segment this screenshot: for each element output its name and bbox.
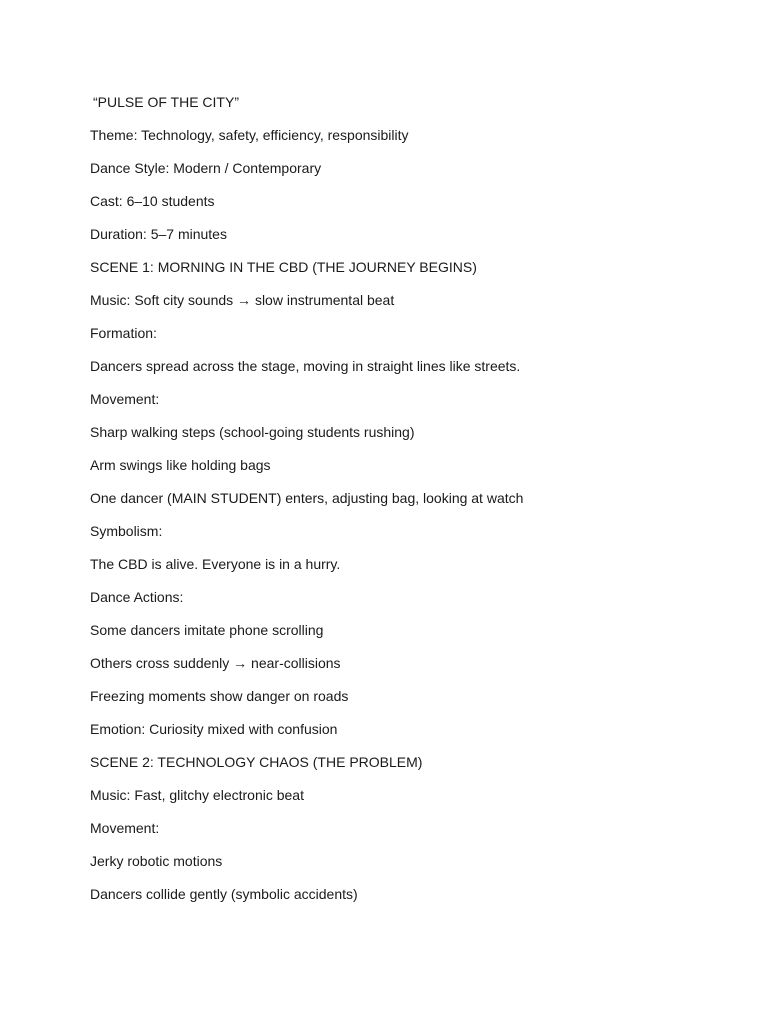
dance-action-item: Others cross suddenly → near-collisions [90, 655, 341, 671]
symbolism-text: The CBD is alive. Everyone is in a hurry. [90, 556, 341, 572]
movement-label: Movement: [90, 820, 160, 836]
dance-action-item: Some dancers imitate phone scrolling [90, 622, 324, 638]
document-body [90, 92, 730, 917]
dance-style-line: Dance Style: Modern / Contemporary [90, 160, 322, 176]
formation-label: Formation: [90, 325, 157, 341]
theme-line: Theme: Technology, safety, efficiency, responsibility [90, 127, 409, 143]
scene-1-music-line: Music: Soft city sounds → slow instrumental beat [90, 292, 395, 308]
dance-action-item: Freezing moments show danger on roads [90, 688, 349, 704]
cast-line: Cast: 6–10 students [90, 193, 215, 209]
scene-2-music-line: Music: Fast, glitchy electronic beat [90, 787, 304, 803]
movement-item: Dancers collide gently (symbolic accidents) [90, 886, 358, 902]
emotion-line: Emotion: Curiosity mixed with confusion [90, 721, 338, 737]
movement-label: Movement: [90, 391, 160, 407]
symbolism-label: Symbolism: [90, 523, 163, 539]
document-title: “PULSE OF THE CITY” [93, 94, 239, 110]
scene-1-heading: SCENE 1: MORNING IN THE CBD (THE JOURNEY BEGINS) [90, 259, 477, 275]
duration-line: Duration: 5–7 minutes [90, 226, 227, 242]
movement-item: Arm swings like holding bags [90, 457, 271, 473]
dance-actions-label: Dance Actions: [90, 589, 184, 605]
movement-item: One dancer (MAIN STUDENT) enters, adjusting bag, looking at watch [90, 490, 524, 506]
scene-2-heading: SCENE 2: TECHNOLOGY CHAOS (THE PROBLEM) [90, 754, 423, 770]
movement-item: Sharp walking steps (school-going students rushing) [90, 424, 415, 440]
movement-item: Jerky robotic motions [90, 853, 223, 869]
formation-text: Dancers spread across the stage, moving in straight lines like streets. [90, 358, 521, 374]
